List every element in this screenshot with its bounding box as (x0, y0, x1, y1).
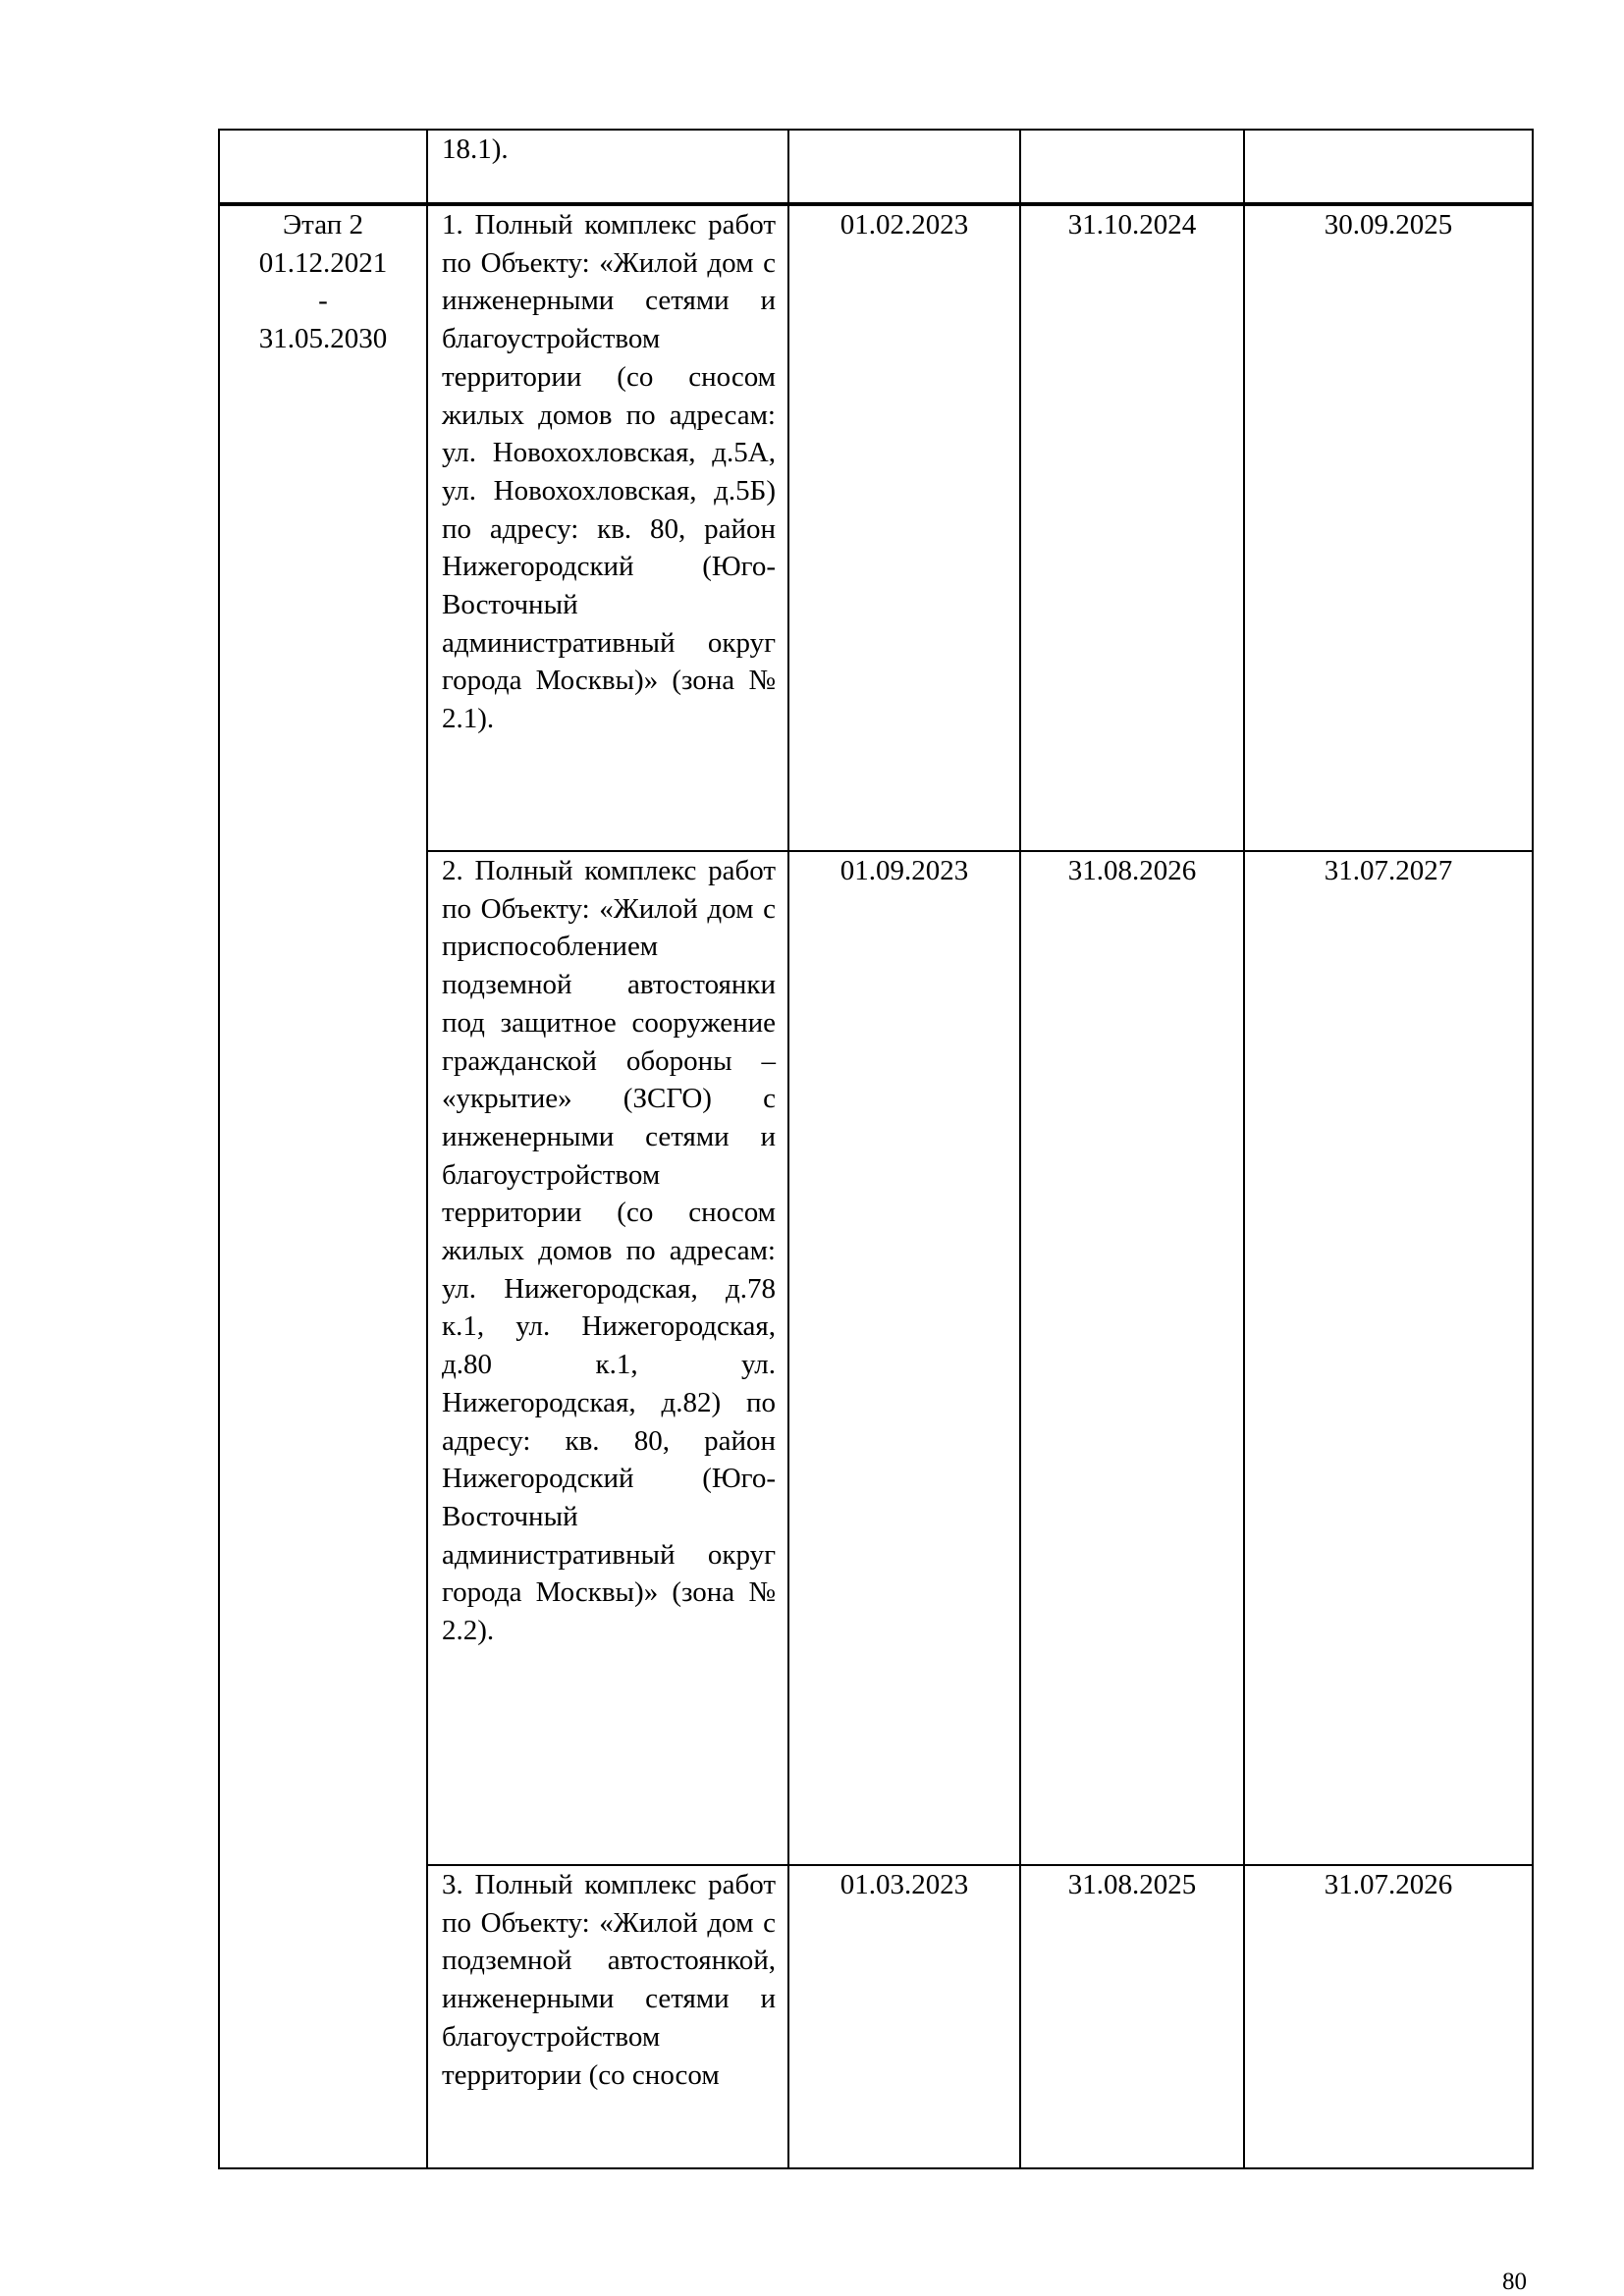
description-cell (427, 1865, 788, 2168)
table-row (219, 1865, 1533, 2168)
date-cell: 01.03.2023 (788, 1865, 1020, 2168)
date-cell: 31.08.2025 (1020, 1865, 1244, 2168)
description-cell (427, 851, 788, 1865)
stage-cell-continued (219, 1865, 427, 2168)
stage-cell (219, 204, 427, 851)
date-cell: 31.07.2027 (1244, 851, 1533, 1865)
description-cell (427, 204, 788, 851)
date-cell: 31.08.2026 (1020, 851, 1244, 1865)
date-cell: 31.07.2026 (1244, 1865, 1533, 2168)
stage-title: Этап 2 (283, 209, 363, 240)
page-number: 80 (1502, 2269, 1527, 2295)
date-cell: 01.09.2023 (788, 851, 1020, 1865)
date-cell: 31.10.2024 (1020, 204, 1244, 851)
stage-start-date: 01.12.2021 (258, 246, 388, 279)
date-cell-empty (788, 130, 1020, 204)
description-cell (427, 130, 788, 204)
date-cell-empty (1020, 130, 1244, 204)
continuation-text: 18.1). (442, 133, 509, 165)
table-row-continuation (219, 130, 1533, 204)
stage-dash: - (318, 285, 328, 317)
date-cell: 01.02.2023 (788, 204, 1020, 851)
work-description: 1. Полный комплекс работ по Объекту: «Жилой дом с инженерными сетями и благоустройством территории (со сносом жилых домов по адресам: ул. Новохохловская, д.5А, ул. Новохохловская, д.5Б) по адресу: кв. 80, район Нижегородский (Юго-Восточный административный округ города Москвы)» (зона № 2.1). (442, 209, 776, 735)
work-description: 2. Полный комплекс работ по Объекту: «Жилой дом с приспособлением подземной автостоянки под защитное сооружение гражданской обороны – «укрытие» (ЗСГО) с инженерными сетями и благоустройством территории (со сносом жилых домов по адресам: ул. Нижегородская, д.78 к.1, ул. Нижегородская, д.80 к.1, ул. Нижегородская, д.82) по адресу: кв. 80, район Нижегородский (Юго-Восточный административный округ города Москвы)» (зона № 2.2). (442, 855, 776, 1647)
date-cell-empty (1244, 130, 1533, 204)
stage-cell-empty (219, 130, 427, 204)
stage-schedule-table (218, 129, 1534, 2169)
stage-end-date: 31.05.2030 (258, 323, 388, 355)
table-row (219, 204, 1533, 851)
date-cell: 30.09.2025 (1244, 204, 1533, 851)
work-description: 3. Полный комплекс работ по Объекту: «Жилой дом с подземной автостоянкой, инженерными сетями и благоустройством территории (со сносом (442, 1869, 776, 2091)
table-row (219, 851, 1533, 1865)
stage-cell-continued (219, 851, 427, 1865)
